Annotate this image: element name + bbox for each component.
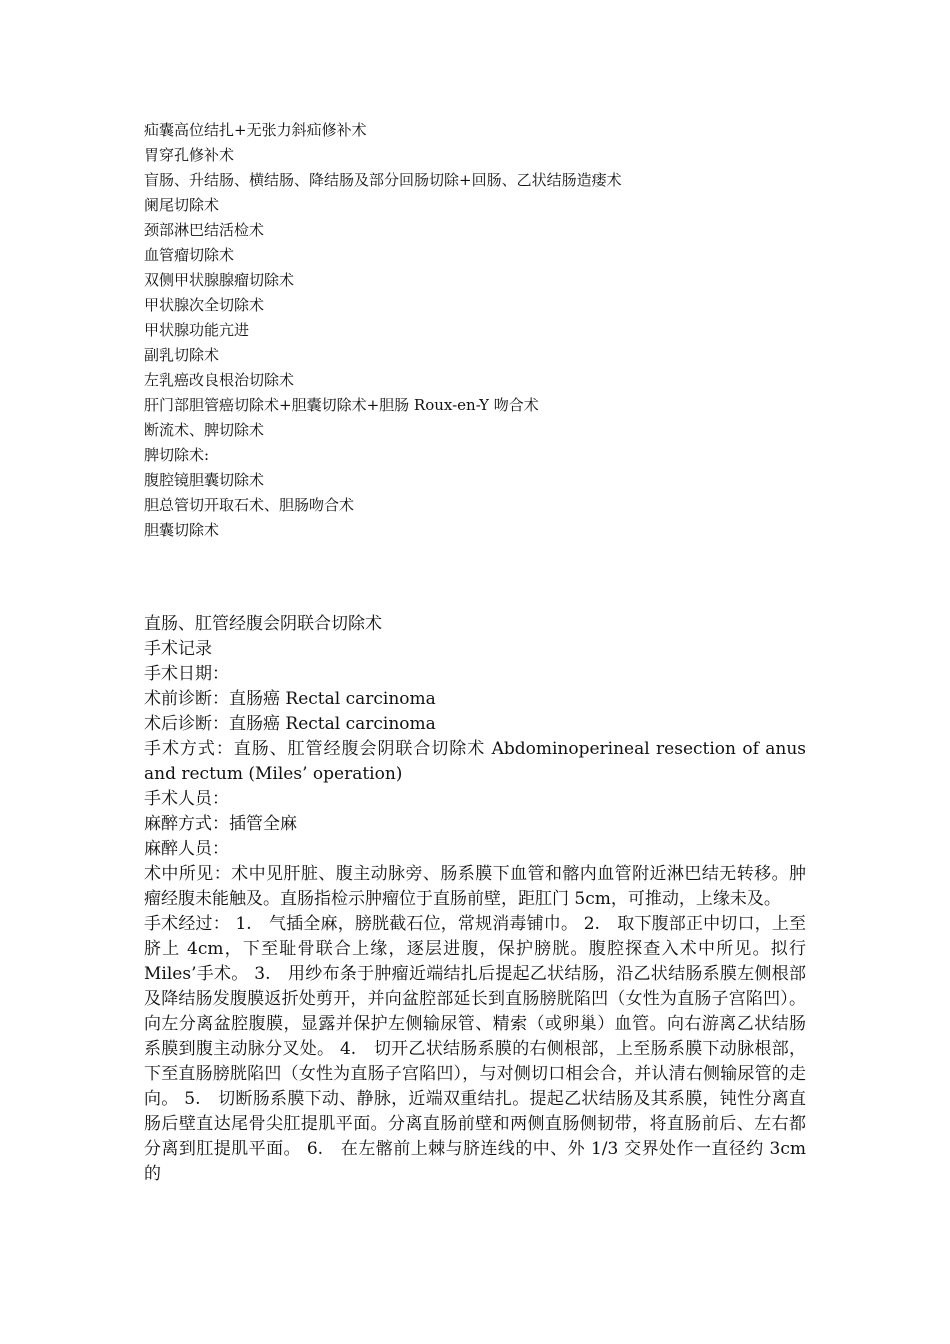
postop-diagnosis: 术后诊断：直肠癌 Rectal carcinoma — [144, 714, 436, 734]
list-item: 脾切除术: — [144, 446, 210, 464]
list-item: 阑尾切除术 — [144, 196, 220, 214]
list-item: 腹腔镜胆囊切除术 — [144, 471, 265, 489]
list-item: 双侧甲状腺腺瘤切除术 — [144, 271, 295, 289]
list-item: 甲状腺功能亢进 — [144, 321, 250, 339]
procedure-list — [144, 118, 806, 543]
list-item: 疝囊高位结扎+无张力斜疝修补术 — [144, 121, 367, 139]
anesthesia-staff: 麻醉人员： — [144, 839, 229, 859]
list-item: 盲肠、升结肠、横结肠、降结肠及部分回肠切除+回肠、乙状结肠造瘘术 — [144, 171, 622, 189]
list-item: 胆囊切除术 — [144, 521, 220, 539]
list-item: 肝门部胆管癌切除术+胆囊切除术+胆肠 Roux-en-Y 吻合术 — [144, 396, 539, 414]
surgery-record — [144, 612, 806, 1187]
record-title: 直肠、肛管经腹会阴联合切除术 — [144, 614, 382, 634]
preop-diagnosis: 术前诊断：直肠癌 Rectal carcinoma — [144, 689, 436, 709]
surgery-date: 手术日期： — [144, 664, 229, 684]
list-item: 甲状腺次全切除术 — [144, 296, 265, 314]
list-item: 胆总管切开取石术、胆肠吻合术 — [144, 496, 355, 514]
anesthesia-method: 麻醉方式：插管全麻 — [144, 814, 297, 834]
list-item: 副乳切除术 — [144, 346, 220, 364]
surgical-staff: 手术人员： — [144, 789, 229, 809]
list-item: 血管瘤切除术 — [144, 246, 235, 264]
procedure-method: 手术方式：直肠、肛管经腹会阴联合切除术 Abdominoperineal resection of anus and rectum (Miles’ operation) — [144, 739, 806, 784]
list-item: 断流术、脾切除术 — [144, 421, 265, 439]
record-subtitle: 手术记录 — [144, 639, 212, 659]
intraoperative-findings: 术中所见：术中见肝脏、腹主动脉旁、肠系膜下血管和髂内血管附近淋巴结无转移。肿瘤经腹未能触及。直肠指检示肿瘤位于直肠前壁，距肛门 5cm，可推动，上缘未及。 — [144, 864, 806, 909]
list-item: 胃穿孔修补术 — [144, 146, 235, 164]
list-item: 左乳癌改良根治切除术 — [144, 371, 295, 389]
surgical-course: 手术经过： 1. 气插全麻，膀胱截石位，常规消毒铺巾。 2. 取下腹部正中切口，上至脐上 4cm，下至耻骨联合上缘，逐层进腹，保护膀胱。腹腔探查入术中所见。拟行 Miles’手术。 3. 用纱布条于肿瘤近端结扎后提起乙状结肠，沿乙状结肠系膜左侧根部及降结肠发腹膜返折处剪开，并向盆腔部延长到直肠膀胱陷凹（女性为直肠子宫陷凹）。向左分离盆腔腹膜，显露并保护左侧输尿管、精索（或卵巢）血管。向右游离乙状结肠系膜到腹主动脉分叉处。 4. 切开乙状结肠系膜的右侧根部，上至肠系膜下动脉根部，下至直肠膀胱陷凹（女性为直肠子宫陷凹），与对侧切口相会合，并认清右侧输尿管的走向。 5. 切断肠系膜下动、静脉，近端双重结扎。提起乙状结肠及其系膜，钝性分离直肠后壁直达尾骨尖肛提肌平面。分离直肠前壁和两侧直肠侧韧带，将直肠前后、左右都分离到肛提肌平面。 6. 在左髂前上棘与脐连线的中、外 1/3 交界处作一直径约 3cm 的 — [144, 914, 806, 1184]
list-item: 颈部淋巴结活检术 — [144, 221, 265, 239]
